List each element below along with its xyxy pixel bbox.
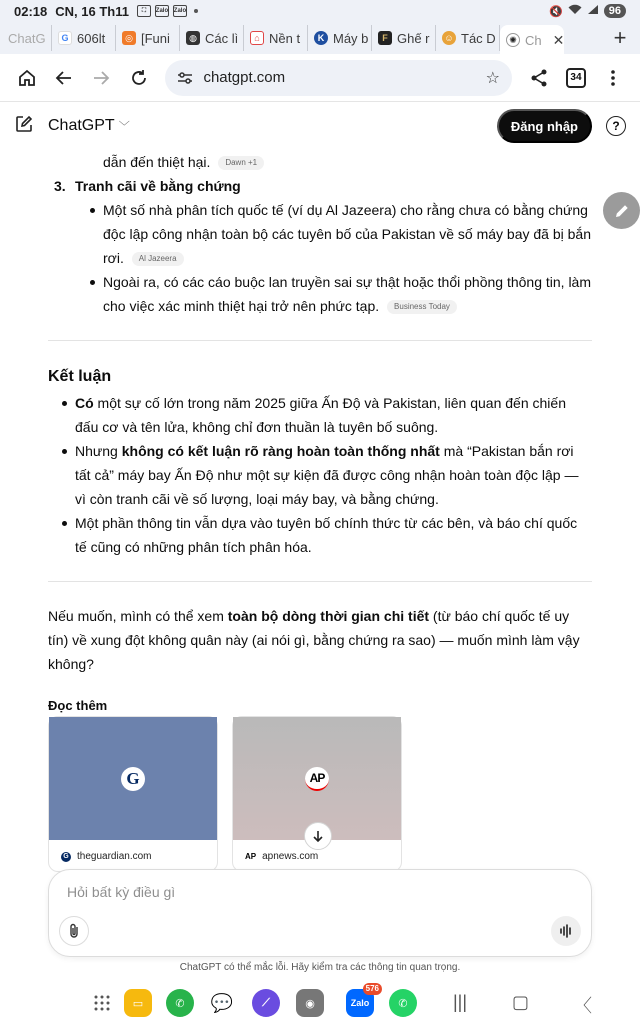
- tab-switcher-button[interactable]: [557, 59, 594, 97]
- list-item: Ngoài ra, có các cáo buộc lan truyền sai sự thật hoặc thổi phồng thông tin, làm cho việc xác minh thiệt hại trở nên phức tạp. Business Today: [103, 270, 592, 318]
- chevron-down-icon[interactable]: ﹀: [118, 121, 130, 133]
- recent-apps-button[interactable]: |||: [453, 992, 468, 1012]
- bookmark-star-icon[interactable]: ☆: [485, 69, 500, 87]
- phone-icon[interactable]: ✆: [166, 989, 194, 1017]
- help-icon[interactable]: ?: [606, 116, 626, 136]
- globe-icon: ◍: [186, 31, 200, 45]
- more-notifications-icon: [194, 9, 198, 13]
- menu-button[interactable]: [595, 59, 632, 97]
- followup-paragraph: Nếu muốn, mình có thể xem toàn bộ dòng thời gian chi tiết (từ báo chí quốc tế uy tín) về xung đột không quân này (ai nói gì, bằng chứng ra sao) — muốn mình làm vậy không?: [48, 608, 580, 672]
- files-icon[interactable]: ▭: [124, 989, 152, 1017]
- assistant-message: [48, 150, 592, 718]
- source-card-guardian[interactable]: [48, 716, 218, 872]
- wifi-icon: [568, 4, 582, 18]
- browser-tab-strip: [0, 22, 640, 54]
- paperclip-icon: [67, 923, 81, 939]
- reload-icon: [129, 68, 149, 88]
- back-nav-button[interactable]: 〈: [574, 996, 592, 1016]
- tab-nen[interactable]: ⌂ Nền t: [244, 25, 308, 51]
- share-button[interactable]: [520, 59, 557, 97]
- tab-tac-d[interactable]: ☺ Tác D: [436, 25, 500, 51]
- arrow-right-icon: [91, 68, 111, 88]
- system-dock: [0, 984, 640, 1024]
- edit-fab-button[interactable]: [603, 192, 640, 229]
- whatsapp-icon[interactable]: ✆: [389, 989, 417, 1017]
- pencil-icon: [613, 202, 631, 220]
- new-tab-button[interactable]: +: [613, 25, 627, 50]
- divider: [48, 581, 592, 582]
- waveform-icon: [559, 924, 573, 938]
- messages-icon[interactable]: 💬: [210, 992, 234, 1013]
- ap-logo-icon: AP: [305, 767, 329, 791]
- f-icon: F: [378, 31, 392, 45]
- read-more-heading: Đọc thêm: [48, 698, 108, 713]
- chatgpt-icon: ✺: [506, 33, 520, 47]
- conclusion-list: [48, 391, 592, 559]
- url-text: chatgpt.com: [203, 69, 286, 86]
- card-source: G theguardian.com: [49, 840, 217, 873]
- tab-chatgpt[interactable]: ChatG: [0, 25, 52, 51]
- new-chat-button[interactable]: [14, 114, 34, 139]
- camera-icon[interactable]: ◉: [296, 989, 324, 1017]
- back-button[interactable]: [45, 59, 82, 97]
- home-button[interactable]: [8, 59, 45, 97]
- status-bar: [0, 0, 640, 22]
- zalo-notification-icon: Zalo: [155, 5, 169, 17]
- screenshot-icon: ⛶: [137, 5, 151, 17]
- status-date: CN, 16 Th11: [55, 3, 129, 19]
- disclaimer-text: ChatGPT có thể mắc lỗi. Hãy kiểm tra các thông tin quan trọng.: [179, 962, 461, 973]
- tab-count: 34: [566, 68, 586, 88]
- message-composer[interactable]: [48, 869, 592, 957]
- notification-badge: 576: [363, 983, 382, 995]
- tab-chatgpt-active[interactable]: ✺ Ch ✕: [500, 25, 564, 55]
- home-nav-button[interactable]: ▢: [512, 992, 530, 1012]
- reload-button[interactable]: [120, 59, 157, 97]
- attach-button[interactable]: [59, 916, 89, 946]
- address-bar: [0, 54, 640, 102]
- list-item: Một số nhà phân tích quốc tế (ví dụ Al Jazeera) cho rằng chưa có bằng chứng độc lập công nhận toàn bộ các tuyên bố của Pakistan về số máy bay đã bị bắn rơi. Al Jazeera: [103, 198, 592, 270]
- arrow-left-icon: [54, 68, 74, 88]
- citation-badge[interactable]: Dawn +1: [218, 156, 264, 170]
- conclusion-heading: Kết luận: [48, 368, 112, 385]
- source-cards: [48, 716, 402, 872]
- status-time: 02:18: [14, 3, 48, 19]
- guardian-logo-icon: G: [121, 767, 145, 791]
- apps-grid-icon[interactable]: [88, 989, 116, 1017]
- zalo-icon[interactable]: Zalo 576: [346, 989, 374, 1017]
- divider: [48, 340, 592, 341]
- card-thumbnail: [49, 717, 217, 840]
- tab-funi[interactable]: ◎ [Funi: [116, 25, 180, 51]
- list-item: Có một sự cố lớn trong năm 2025 giữa Ấn Độ và Pakistan, liên quan đến chiến đấu cơ và tên lửa, không chỉ đơn thuần là tuyên bố suông.: [75, 391, 592, 439]
- zalo-notification-icon: Zalo: [173, 5, 187, 17]
- login-button[interactable]: Đăng nhập: [497, 109, 592, 143]
- k-icon: K: [314, 31, 328, 45]
- citation-badge[interactable]: Al Jazeera: [132, 252, 184, 266]
- arrow-down-icon: [311, 829, 325, 843]
- smile-icon: ☺: [442, 31, 456, 45]
- section-list: [48, 198, 592, 318]
- list-item: Một phần thông tin vẫn dựa vào tuyên bố chính thức từ các bên, và báo chí quốc tế cũng có những phân tích phân hóa.: [75, 511, 592, 559]
- mute-icon: 🔇: [549, 5, 563, 18]
- tab-ghe[interactable]: F Ghế r: [372, 25, 436, 51]
- list-item: Nhưng không có kết luận rõ ràng hoàn toàn thống nhất mà “Pakistan bắn rơi tất cả” máy bay Ấn Độ như một sự kiện đã được công nhận hoàn toàn độc lập — vì còn tranh cãi về số lượng, loại máy bay, và bằng chứng.: [75, 439, 592, 511]
- browser-icon[interactable]: ⟋: [252, 989, 280, 1017]
- guardian-favicon-icon: G: [61, 852, 71, 862]
- tab-may-bay[interactable]: K Máy b: [308, 25, 372, 51]
- chatgpt-header: [0, 103, 640, 149]
- home-icon: [17, 68, 37, 88]
- voice-mode-button[interactable]: [551, 916, 581, 946]
- scroll-to-bottom-button[interactable]: [304, 822, 332, 850]
- share-icon: [529, 68, 549, 88]
- edit-icon: [14, 114, 34, 134]
- tab-cac[interactable]: ◍ Các lì: [180, 25, 244, 51]
- site-settings-icon[interactable]: [177, 71, 193, 85]
- close-icon[interactable]: ✕: [552, 31, 565, 48]
- more-vertical-icon: [603, 68, 623, 88]
- citation-badge[interactable]: Business Today: [387, 300, 457, 314]
- paragraph-tail: dẫn đến thiệt hại. Dawn +1: [48, 150, 592, 174]
- omnibox[interactable]: [165, 60, 511, 96]
- section-heading: 3. Tranh cãi về bằng chứng: [54, 178, 241, 194]
- fun-icon: ◎: [122, 31, 136, 45]
- house-icon: ⌂: [250, 31, 264, 45]
- card-source: AP apnews.com: [245, 851, 319, 862]
- signal-icon: [587, 4, 599, 18]
- battery-level: 96: [604, 4, 626, 18]
- model-selector[interactable]: ChatGPT: [48, 117, 115, 134]
- composer-placeholder[interactable]: Hỏi bất kỳ điều gì: [67, 884, 176, 900]
- ap-favicon-icon: AP: [245, 852, 257, 861]
- forward-button[interactable]: [83, 59, 120, 97]
- google-icon: G: [58, 31, 72, 45]
- tab-google[interactable]: G 606lt: [52, 25, 116, 51]
